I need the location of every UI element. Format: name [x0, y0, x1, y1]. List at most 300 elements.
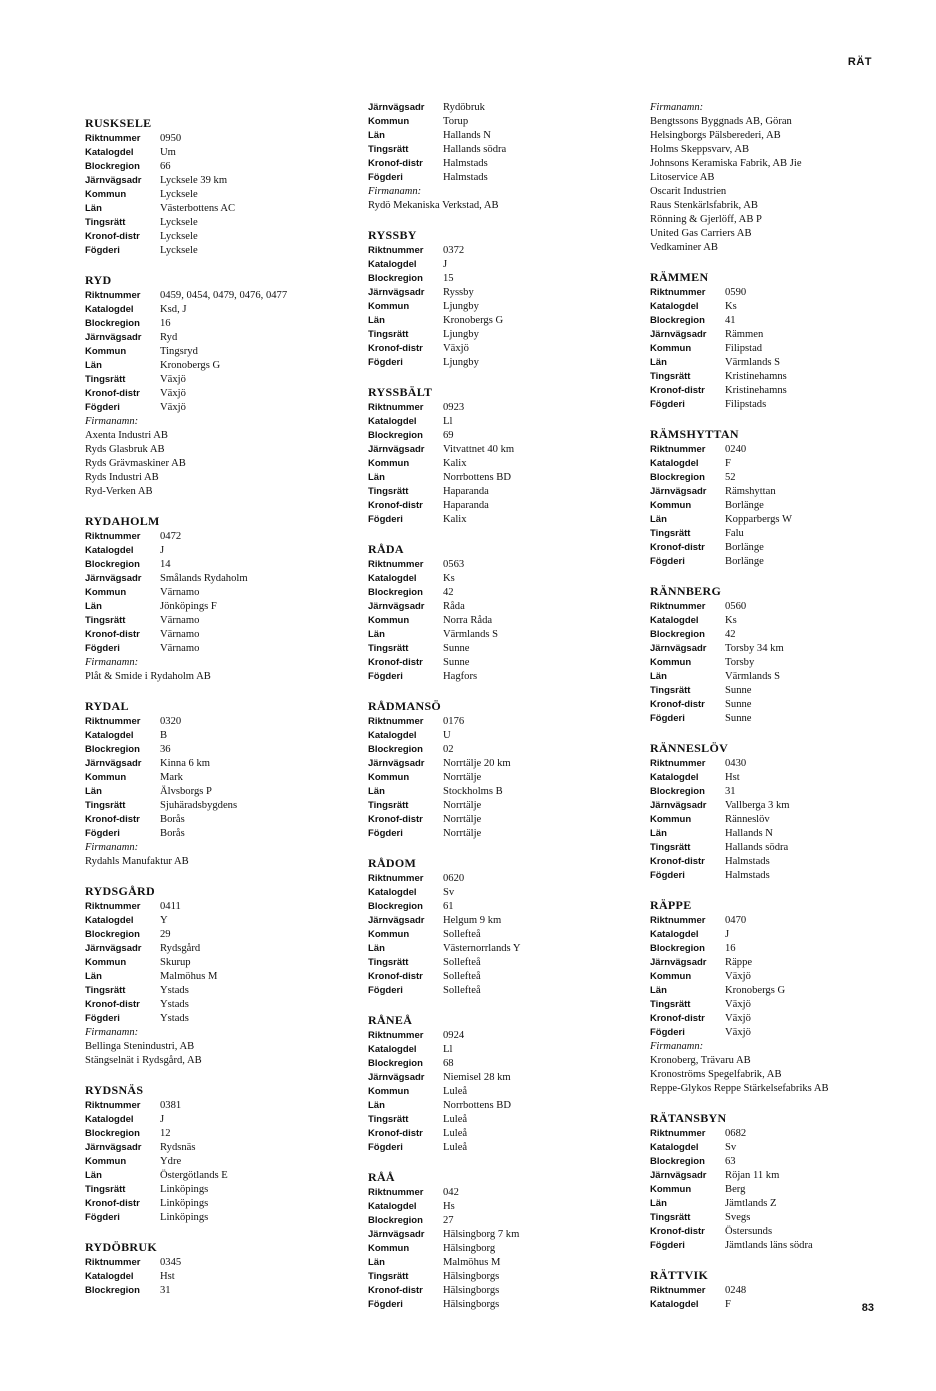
entry-title: RÅDMANSÖ	[368, 699, 442, 713]
field-value: 0472	[160, 531, 182, 542]
field-label: Katalogdel	[650, 1299, 699, 1310]
field-value: Torsby	[725, 657, 755, 668]
field-value: Hälsingborg 7 km	[443, 1229, 520, 1240]
field-row	[368, 1186, 628, 1200]
field-row	[650, 1197, 900, 1211]
field-row	[368, 586, 628, 600]
field-row	[650, 457, 900, 471]
field-value: Rämshyttan	[725, 486, 776, 497]
field-row	[650, 499, 900, 513]
field-row	[85, 914, 335, 928]
field-label: Tingsrätt	[85, 615, 126, 626]
field-value: Hallands södra	[443, 144, 507, 155]
entry-title: RYDSGÅRD	[85, 884, 155, 898]
field-label: Kronof-distr	[650, 385, 705, 396]
field-row	[368, 656, 628, 670]
field-label: Fögderi	[85, 1013, 120, 1024]
field-label: Tingsrätt	[85, 800, 126, 811]
field-value: Ryd	[160, 332, 178, 343]
field-value: 15	[443, 273, 454, 284]
firm-name: Raus Stenkärlsfabrik, AB	[650, 200, 758, 211]
field-value: Sv	[443, 887, 455, 898]
field-row	[368, 272, 628, 286]
field-value: Värmlands S	[443, 629, 499, 640]
field-label: Blockregion	[368, 430, 423, 441]
field-value: Norrbottens BD	[443, 1100, 511, 1111]
field-row	[85, 230, 335, 244]
firm-name: Stängselnät i Rydsgård, AB	[85, 1055, 202, 1066]
field-row	[85, 586, 335, 600]
field-row	[368, 286, 628, 300]
field-label: Kronof-distr	[368, 1285, 423, 1296]
field-row	[650, 314, 900, 328]
field-label: Kronof-distr	[368, 158, 423, 169]
field-value: Kronobergs G	[160, 360, 221, 371]
field-label: Fögderi	[650, 399, 685, 410]
field-value: Berg	[725, 1184, 746, 1195]
firm-name: Ryds Glasbruk AB	[85, 444, 165, 455]
field-label: Tingsrätt	[650, 528, 691, 539]
field-label: Län	[368, 315, 385, 326]
firm-label: Firmanamn:	[650, 102, 704, 113]
firm-label: Firmanamn:	[85, 842, 139, 853]
field-row	[368, 642, 628, 656]
field-value: J	[160, 1114, 165, 1125]
field-row	[368, 743, 628, 757]
field-row	[368, 1284, 628, 1298]
field-label: Kronof-distr	[650, 1013, 705, 1024]
field-value: Östersunds	[725, 1226, 773, 1237]
field-value: 0372	[443, 245, 465, 256]
field-label: Tingsrätt	[368, 144, 409, 155]
field-row	[650, 555, 900, 569]
field-label: Riktnummer	[85, 901, 141, 912]
field-value: Jönköpings F	[160, 601, 217, 612]
field-label: Katalogdel	[650, 772, 699, 783]
field-value: Sollefteå	[443, 929, 481, 940]
field-label: Katalogdel	[85, 304, 134, 315]
field-value: Ll	[443, 1044, 453, 1055]
field-row	[368, 914, 628, 928]
field-row	[368, 1298, 628, 1312]
field-row	[85, 544, 335, 558]
firm-label: Firmanamn:	[85, 1027, 139, 1038]
field-label: Fögderi	[368, 671, 403, 682]
field-value: 12	[160, 1128, 171, 1139]
firm-name: Ryds Industri AB	[85, 472, 159, 483]
field-label: Järnvägsadr	[85, 573, 142, 584]
field-label: Län	[368, 1257, 385, 1268]
directory-entry	[650, 269, 900, 412]
field-row	[85, 600, 335, 614]
firm-name: Rydö Mekaniska Verkstad, AB	[368, 200, 499, 211]
firm-name: Bengtssons Byggnads AB, Göran	[650, 116, 792, 127]
field-label: Län	[368, 629, 385, 640]
field-row	[85, 244, 335, 258]
field-label: Katalogdel	[650, 301, 699, 312]
field-row	[650, 970, 900, 984]
field-label: Län	[650, 671, 667, 682]
field-label: Blockregion	[650, 1156, 705, 1167]
firm-name: Rydahls Manufaktur AB	[85, 856, 189, 867]
column-2	[368, 101, 628, 1326]
field-row	[650, 928, 900, 942]
field-value: Luleå	[443, 1142, 468, 1153]
field-row	[650, 712, 900, 726]
field-row	[368, 1043, 628, 1057]
field-label: Kommun	[368, 615, 410, 626]
field-value: Borlänge	[725, 500, 764, 511]
field-value: Norrtälje	[443, 772, 482, 783]
field-value: Sunne	[725, 699, 752, 710]
field-row	[650, 757, 900, 771]
field-value: Filipstads	[725, 399, 767, 410]
field-row	[650, 600, 900, 614]
field-value: 0560	[725, 601, 747, 612]
field-value: 0590	[725, 287, 747, 298]
field-value: Lycksele	[160, 189, 198, 200]
field-row	[368, 429, 628, 443]
field-row	[368, 1242, 628, 1256]
field-row	[368, 157, 628, 171]
field-value: 29	[160, 929, 171, 940]
field-label: Län	[368, 130, 385, 141]
field-value: Haparanda	[443, 486, 489, 497]
field-value: 31	[725, 786, 736, 797]
field-value: 0320	[160, 716, 182, 727]
field-label: Kronof-distr	[85, 388, 140, 399]
field-label: Blockregion	[85, 1128, 140, 1139]
field-row	[650, 1026, 900, 1040]
field-label: Län	[85, 601, 102, 612]
entry-title: RÄMMEN	[650, 270, 709, 284]
field-row	[650, 398, 900, 412]
field-value: 02	[443, 744, 454, 755]
firm-name: Helsingborgs Pälsberederi, AB	[650, 130, 781, 141]
field-row	[650, 485, 900, 499]
entry-title: RÅÅ	[368, 1170, 395, 1184]
field-label: Kommun	[368, 929, 410, 940]
field-row	[368, 457, 628, 471]
field-value: Sv	[725, 1142, 737, 1153]
field-row	[85, 628, 335, 642]
field-row	[85, 345, 335, 359]
field-row	[368, 729, 628, 743]
field-row	[85, 331, 335, 345]
field-label: Katalogdel	[650, 615, 699, 626]
directory-entry	[85, 513, 335, 684]
field-label: Järnvägsadr	[650, 957, 707, 968]
field-value: Hälsingborg	[443, 1243, 496, 1254]
field-row	[368, 886, 628, 900]
field-value: Ränneslöv	[725, 814, 770, 825]
entry-title: RYDSNÄS	[85, 1083, 144, 1097]
firm-name: Bellinga Stenindustri, AB	[85, 1041, 195, 1052]
field-row	[368, 1113, 628, 1127]
field-row	[85, 1155, 335, 1169]
field-label: Katalogdel	[85, 1271, 134, 1282]
field-row	[85, 998, 335, 1012]
field-value: Sunne	[443, 657, 470, 668]
firm-name: Kronoströms Spegelfabrik, AB	[650, 1069, 782, 1080]
field-row	[85, 813, 335, 827]
field-row	[368, 342, 628, 356]
field-label: Katalogdel	[85, 545, 134, 556]
field-label: Län	[85, 971, 102, 982]
field-row	[650, 527, 900, 541]
entry-title: RÅDA	[368, 542, 404, 556]
field-row	[85, 303, 335, 317]
field-row	[85, 1141, 335, 1155]
field-row	[85, 132, 335, 146]
field-label: Järnvägsadr	[368, 758, 425, 769]
field-label: Järnvägsadr	[85, 332, 142, 343]
field-value: Växjö	[725, 971, 751, 982]
field-value: 41	[725, 315, 736, 326]
field-value: Ljungby	[443, 329, 479, 340]
field-label: Katalogdel	[85, 1114, 134, 1125]
field-value: Norrtälje	[443, 814, 482, 825]
column-3	[650, 101, 900, 1326]
field-value: Växjö	[725, 1027, 751, 1038]
entry-title: RYSSBÄLT	[368, 385, 433, 399]
field-value: Norrtälje 20 km	[443, 758, 511, 769]
field-row	[650, 827, 900, 841]
field-value: Värnamo	[160, 587, 200, 598]
field-label: Kronof-distr	[85, 1198, 140, 1209]
field-row	[368, 799, 628, 813]
field-value: Ljungby	[443, 301, 479, 312]
field-value: Rämmen	[725, 329, 764, 340]
field-value: Rydsnäs	[160, 1142, 196, 1153]
field-value: Ystads	[160, 999, 189, 1010]
field-value: Sunne	[443, 643, 470, 654]
field-value: Hallands N	[443, 130, 491, 141]
field-row	[85, 1012, 335, 1026]
field-value: Niemisel 28 km	[443, 1072, 511, 1083]
field-value: Halmstads	[443, 158, 488, 169]
field-row	[368, 1085, 628, 1099]
field-value: 69	[443, 430, 454, 441]
field-row	[368, 827, 628, 841]
field-label: Tingsrätt	[85, 374, 126, 385]
field-value: 63	[725, 1156, 736, 1167]
field-label: Tingsrätt	[650, 999, 691, 1010]
field-label: Riktnummer	[650, 1285, 706, 1296]
directory-entry	[368, 101, 628, 213]
field-label: Tingsrätt	[85, 985, 126, 996]
entry-title: RÅDOM	[368, 856, 417, 870]
firm-name: Vedkaminer AB	[650, 242, 718, 253]
field-label: Län	[368, 943, 385, 954]
field-label: Kommun	[368, 772, 410, 783]
field-row	[368, 813, 628, 827]
field-label: Järnvägsadr	[650, 800, 707, 811]
field-row	[85, 970, 335, 984]
field-row	[368, 143, 628, 157]
field-label: Län	[368, 472, 385, 483]
field-value: 27	[443, 1215, 454, 1226]
field-row	[85, 1256, 335, 1270]
field-label: Kommun	[368, 116, 410, 127]
field-row	[85, 827, 335, 841]
directory-entry	[85, 883, 335, 1068]
firm-name: Litoservice AB	[650, 172, 715, 183]
firm-label: Firmanamn:	[368, 186, 422, 197]
field-value: 66	[160, 161, 171, 172]
field-value: Hallands södra	[725, 842, 789, 853]
field-row	[85, 900, 335, 914]
field-row	[85, 642, 335, 656]
field-label: Kommun	[650, 1184, 692, 1195]
field-value: Värmlands S	[725, 671, 781, 682]
field-label: Blockregion	[368, 273, 423, 284]
field-label: Järnvägsadr	[368, 601, 425, 612]
entry-title: RÄMSHYTTAN	[650, 427, 739, 441]
field-label: Katalogdel	[368, 1201, 417, 1212]
field-label: Län	[85, 360, 102, 371]
field-value: Lycksele	[160, 231, 198, 242]
field-value: Lycksele	[160, 245, 198, 256]
field-row	[85, 942, 335, 956]
entry-title: RÄTTVIK	[650, 1268, 709, 1282]
field-label: Tingsrätt	[650, 1212, 691, 1223]
field-label: Fögderi	[650, 713, 685, 724]
field-label: Tingsrätt	[85, 1184, 126, 1195]
field-label: Tingsrätt	[368, 957, 409, 968]
field-label: Blockregion	[85, 1285, 140, 1296]
field-row	[85, 1127, 335, 1141]
field-label: Riktnummer	[85, 133, 141, 144]
field-value: Kalix	[443, 514, 467, 525]
field-row	[85, 1270, 335, 1284]
field-label: Fögderi	[650, 1240, 685, 1251]
field-value: 0411	[160, 901, 181, 912]
field-row	[650, 1155, 900, 1169]
field-value: 16	[160, 318, 171, 329]
field-label: Kommun	[368, 1086, 410, 1097]
field-value: Jämtlands Z	[725, 1198, 777, 1209]
field-row	[368, 401, 628, 415]
field-label: Blockregion	[85, 161, 140, 172]
field-row	[650, 1211, 900, 1225]
field-label: Län	[85, 1170, 102, 1181]
directory-entry	[650, 897, 900, 1096]
field-label: Fögderi	[368, 985, 403, 996]
field-label: Katalogdel	[650, 458, 699, 469]
field-label: Katalogdel	[650, 1142, 699, 1153]
field-label: Kommun	[650, 814, 692, 825]
field-value: Hs	[443, 1201, 455, 1212]
field-label: Kommun	[368, 301, 410, 312]
field-label: Riktnummer	[368, 245, 424, 256]
field-label: Järnvägsadr	[85, 175, 142, 186]
directory-entry	[368, 1169, 628, 1312]
field-row	[85, 1183, 335, 1197]
field-row	[368, 785, 628, 799]
field-row	[85, 715, 335, 729]
field-label: Kommun	[85, 189, 127, 200]
directory-entry	[650, 426, 900, 569]
field-label: Riktnummer	[85, 1100, 141, 1111]
field-value: Kalix	[443, 458, 467, 469]
field-label: Fögderi	[368, 1142, 403, 1153]
field-value: Ks	[725, 615, 737, 626]
field-label: Järnvägsadr	[368, 102, 425, 113]
field-value: Östergötlands E	[160, 1170, 228, 1181]
field-label: Län	[368, 1100, 385, 1111]
field-label: Län	[85, 203, 102, 214]
field-label: Fögderi	[368, 514, 403, 525]
directory-entry	[368, 855, 628, 998]
field-label: Riktnummer	[650, 601, 706, 612]
field-value: Ydre	[160, 1156, 182, 1167]
field-value: 0950	[160, 133, 182, 144]
field-label: Tingsrätt	[650, 371, 691, 382]
field-label: Fögderi	[368, 172, 403, 183]
field-label: Kommun	[650, 343, 692, 354]
field-value: Jämtlands läns södra	[725, 1240, 813, 1251]
field-label: Katalogdel	[368, 573, 417, 584]
field-label: Riktnummer	[368, 716, 424, 727]
field-value: Röjan 11 km	[725, 1170, 780, 1181]
field-label: Blockregion	[650, 943, 705, 954]
field-label: Riktnummer	[650, 915, 706, 926]
field-value: Räppe	[725, 957, 753, 968]
firm-name: Holms Skeppsvarv, AB	[650, 144, 750, 155]
field-value: Växjö	[443, 343, 469, 354]
entry-title: RYSSBY	[368, 228, 417, 242]
field-label: Järnvägsadr	[368, 1072, 425, 1083]
field-row	[85, 1169, 335, 1183]
field-value: Borås	[160, 814, 185, 825]
field-value: Hst	[160, 1271, 175, 1282]
field-row	[85, 216, 335, 230]
entry-title: RÄNNBERG	[650, 584, 722, 598]
field-value: 16	[725, 943, 736, 954]
field-row	[650, 286, 900, 300]
field-row	[650, 513, 900, 527]
field-value: Västerbottens AC	[160, 203, 236, 214]
firm-label: Firmanamn:	[85, 657, 139, 668]
field-row	[85, 202, 335, 216]
field-row	[85, 558, 335, 572]
field-value: Luleå	[443, 1114, 468, 1125]
field-value: Borlänge	[725, 556, 764, 567]
field-value: Stockholms B	[443, 786, 503, 797]
field-value: Sunne	[725, 713, 752, 724]
field-row	[650, 356, 900, 370]
field-row	[650, 628, 900, 642]
field-value: Hälsingborgs	[443, 1271, 500, 1282]
field-value: Värnamo	[160, 643, 200, 654]
field-label: Blockregion	[368, 587, 423, 598]
field-row	[85, 928, 335, 942]
entry-title: RUSKSELE	[85, 116, 152, 130]
field-label: Kommun	[650, 971, 692, 982]
field-row	[650, 942, 900, 956]
field-row	[650, 684, 900, 698]
field-row	[650, 642, 900, 656]
field-row	[85, 956, 335, 970]
field-label: Fögderi	[85, 245, 120, 256]
field-value: Västernorrlands Y	[443, 943, 521, 954]
directory-entry	[85, 698, 335, 869]
field-label: Riktnummer	[368, 1187, 424, 1198]
field-label: Blockregion	[368, 901, 423, 912]
field-row	[368, 485, 628, 499]
field-label: Kronof-distr	[85, 999, 140, 1010]
